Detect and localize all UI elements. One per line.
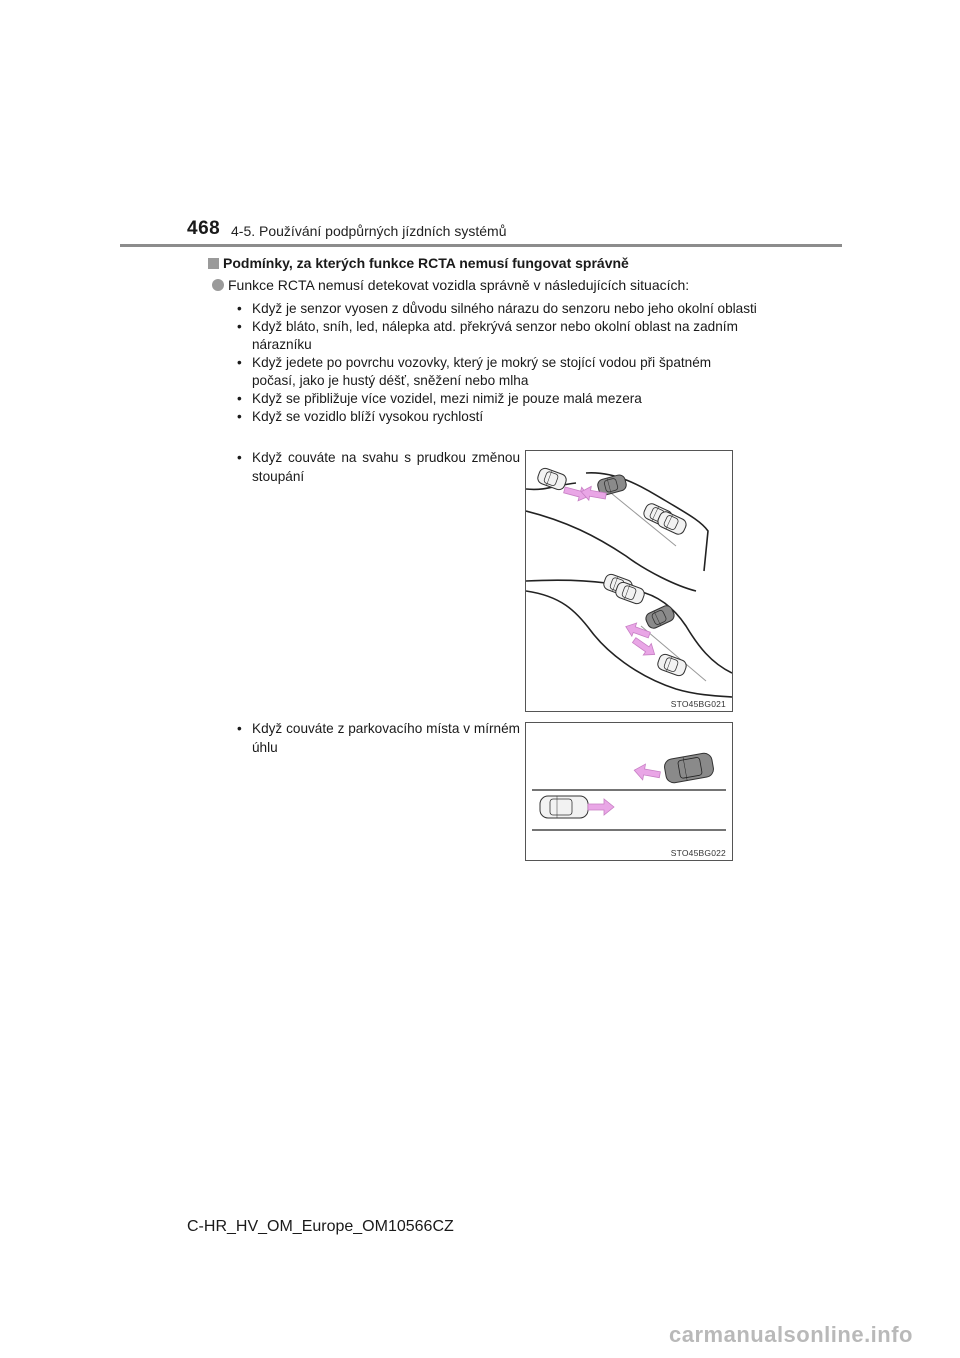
list-item: • Když je senzor vyosen z důvodu silného nárazu do senzoru nebo jeho okolní oblasti: [237, 300, 757, 318]
section-heading: [208, 255, 629, 271]
footer-doc-code: C-HR_HV_OM_Europe_OM10566CZ: [187, 1218, 454, 1235]
angle-list-item: • Když couváte z parkovacího místa v mírném úhlu: [237, 719, 520, 757]
arrow-icon: [633, 762, 661, 782]
slope-figure: [525, 450, 733, 712]
angle-figure: [525, 722, 733, 861]
watermark: carmanualsonline.info: [669, 1322, 913, 1347]
car-icon: [656, 510, 688, 536]
angle-illustration: [526, 723, 732, 860]
figure-code: STO45BG021: [670, 699, 726, 709]
circle-bullet-icon: [212, 279, 224, 291]
figure-code: STO45BG022: [670, 848, 726, 858]
car-icon: [614, 581, 646, 606]
car-icon: [536, 467, 568, 492]
own-car-icon: [644, 604, 676, 630]
page-number: 468: [187, 218, 221, 239]
list-item: • Když jedete po povrchu vozovky, který je mokrý se stojící vodou při špatném počasí, jako je hustý déšť, sněžení nebo mlha: [237, 354, 757, 390]
square-bullet-icon: [208, 258, 219, 269]
section-title: 4-5. Používání podpůrných jízdních systémů: [231, 223, 507, 239]
header-rule: [120, 244, 842, 247]
car-icon: [540, 796, 588, 818]
own-car-icon: [663, 752, 714, 784]
lower-road-edge: [526, 591, 732, 697]
list-item: • Když se přibližuje více vozidel, mezi nimiž je pouze malá mezera: [237, 390, 757, 408]
car-icon: [656, 653, 688, 678]
condition-list: [237, 300, 757, 426]
list-item: • Když se vozidlo blíží vysokou rychlostí: [237, 408, 757, 426]
list-item: • Když bláto, sníh, led, nálepka atd. překrývá senzor nebo okolní oblast na zadním nárazníku: [237, 318, 757, 354]
lead-paragraph: [212, 277, 689, 293]
lead-text: Funkce RCTA nemusí detekovat vozidla správně v následujících situacích:: [228, 277, 690, 293]
slope-illustration: [526, 451, 732, 711]
slope-list-item: • Když couváte na svahu s prudkou změnou stoupání: [237, 448, 520, 486]
arrow-icon: [588, 799, 614, 815]
section-heading-text: Podmínky, za kterých funkce RCTA nemusí fungovat správně: [223, 255, 629, 271]
lower-road-edge: [526, 580, 606, 583]
arrow-icon: [630, 634, 659, 660]
lower-road-edge: [638, 591, 732, 673]
